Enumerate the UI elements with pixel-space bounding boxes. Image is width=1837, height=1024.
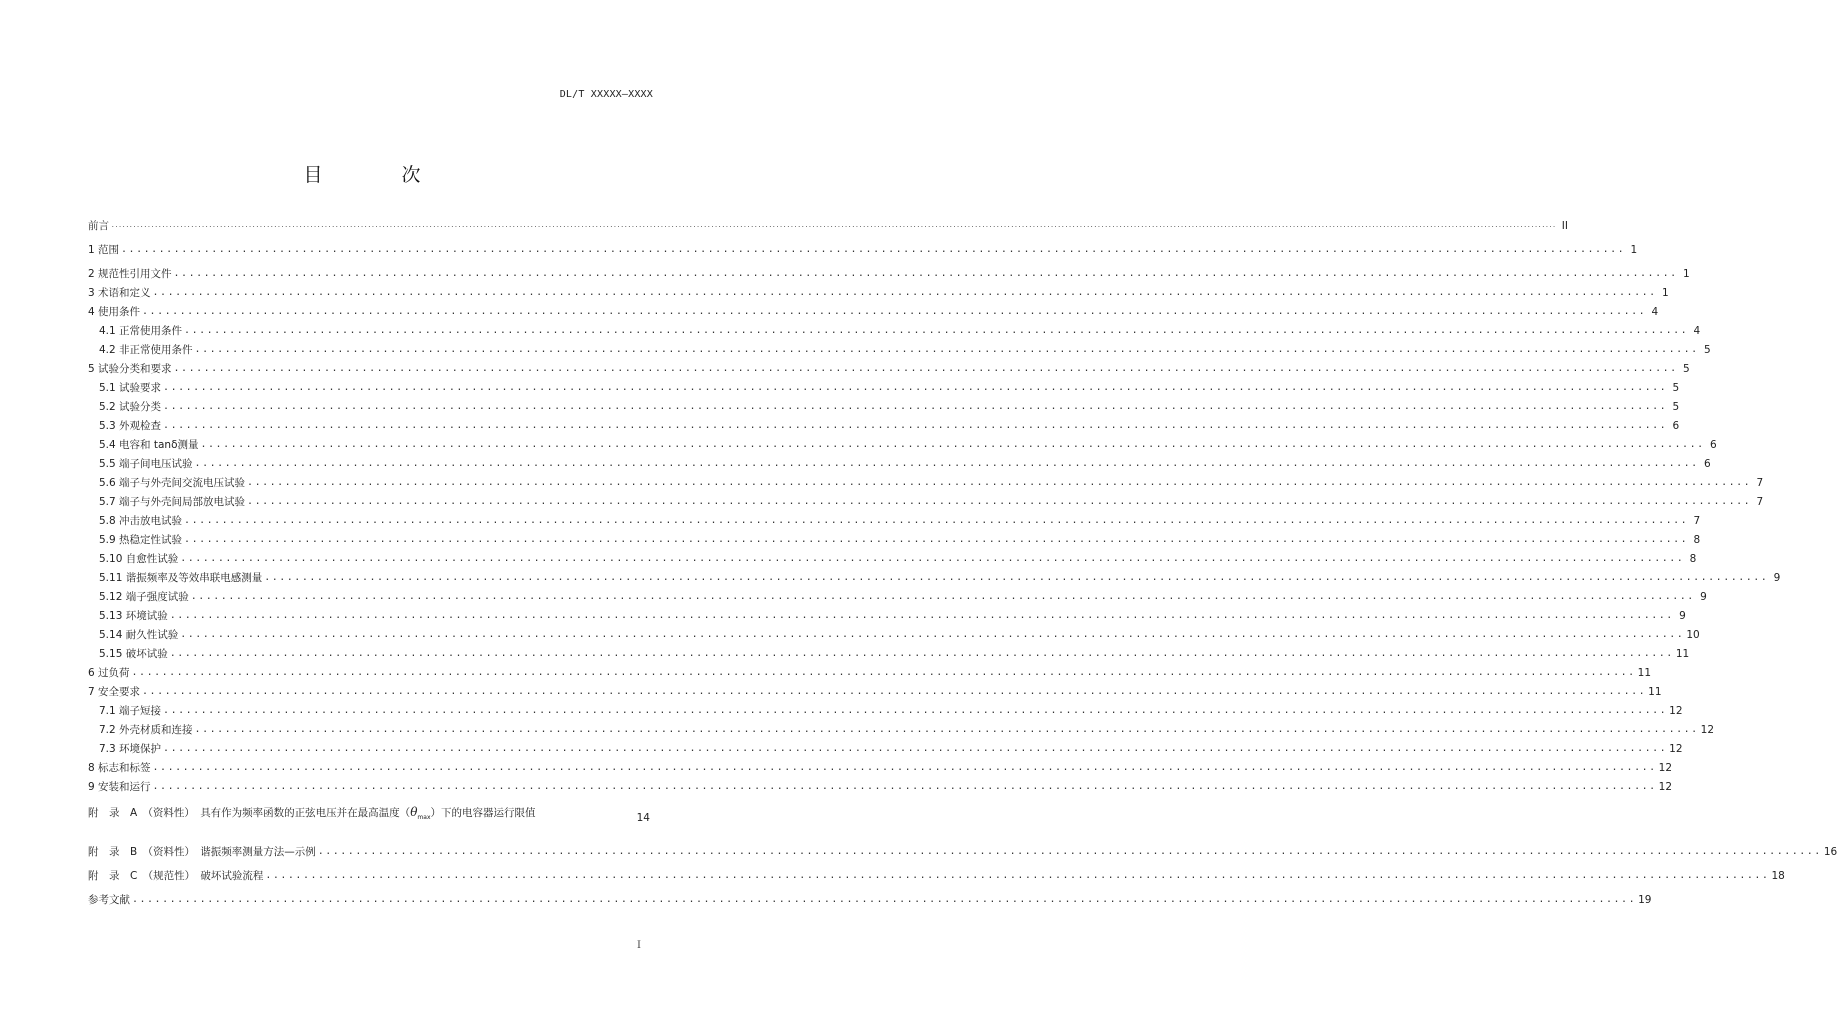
toc-entry-title: 7.2 外壳材质和连接 xyxy=(99,724,193,736)
toc-entry[interactable] xyxy=(88,513,1701,529)
toc-entry-page: 5 xyxy=(1682,363,1690,375)
toc-entry[interactable] xyxy=(88,456,1711,472)
toc-leader: ........................................................................................................................................................................................................ xyxy=(169,648,1674,659)
appendix-title-text: 破坏试验流程 xyxy=(200,870,264,882)
toc-leader: ........................................................................................................................................................................................................ xyxy=(180,629,1685,640)
toc-entry-page: 6 xyxy=(1703,458,1711,470)
appendix-type: （资料性） xyxy=(147,807,190,819)
toc-leader: ........................................................................................................................................................................................................ xyxy=(317,846,1822,857)
references-title: 参考文献 xyxy=(88,894,130,906)
theta-subscript: max xyxy=(417,814,431,821)
toc-entry[interactable] xyxy=(88,342,1711,358)
appendix-page: 14 xyxy=(636,812,650,824)
toc-leader: ........................................................................................................................................................................................................ xyxy=(163,705,1668,716)
toc-leader: ........................................................................................................................................................................................................ xyxy=(142,686,1647,697)
toc-entry[interactable] xyxy=(88,399,1680,415)
toc-leader: ........................................................................................................................................................................................................ xyxy=(152,762,1657,773)
toc-leader: ........................................................................................................................................................................................................ xyxy=(163,743,1668,754)
toc-entry-title: 5.15 破坏试验 xyxy=(99,648,168,660)
toc-entry[interactable] xyxy=(88,285,1669,301)
toc-entry-title: 5.5 端子间电压试验 xyxy=(99,458,193,470)
toc-entry-title: 2 规范性引用文件 xyxy=(88,268,172,280)
toc-entry-title: 5.2 试验分类 xyxy=(99,401,162,413)
appendix-title xyxy=(88,868,263,884)
toc-entry-page: 9 xyxy=(1679,610,1686,622)
theta-symbol: θ xyxy=(410,805,418,819)
toc-leader: ........................................................................................................................................................................................................ xyxy=(121,244,1626,255)
appendix-title xyxy=(88,844,316,860)
appendix-entry[interactable] xyxy=(88,805,650,826)
toc-entry-page: 9 xyxy=(1773,572,1781,584)
references-page: 19 xyxy=(1638,894,1652,906)
toc-entry-title: 4 使用条件 xyxy=(88,306,141,318)
toc-entry[interactable] xyxy=(88,760,1673,776)
toc-entry[interactable] xyxy=(88,475,1764,491)
toc-leader: ........................................................................................................................................................................................................ xyxy=(163,401,1668,412)
toc-entry-page: 7 xyxy=(1693,515,1701,527)
toc-leader: ........................................................................................................................................................................................................ xyxy=(152,287,1657,298)
toc-leader: ........................................................................................................................................................................................................ xyxy=(173,363,1678,374)
toc-entry-page: 11 xyxy=(1648,686,1662,698)
appendix-entry[interactable] xyxy=(88,868,1785,884)
appendix-type: （规范性） xyxy=(147,870,190,882)
toc-entry-title: 5.9 热稳定性试验 xyxy=(99,534,183,546)
toc-entry-page: 4 xyxy=(1693,325,1701,337)
toc-entry-title: 5 试验分类和要求 xyxy=(88,363,172,375)
toc-entry-title: 5.12 端子强度试验 xyxy=(99,591,189,603)
toc-entry-title: 6 过负荷 xyxy=(88,667,130,679)
appendix-prefix: 附 录 B xyxy=(88,846,138,858)
toc-entry[interactable] xyxy=(88,266,1690,282)
toc-entry-title: 5.7 端子与外壳间局部放电试验 xyxy=(99,496,246,508)
toc-entry-title: 5.4 电容和 tanδ测量 xyxy=(99,439,199,451)
toc-entry-title: 1 范围 xyxy=(88,244,120,256)
toc-leader: ........................................................................................................................................................................................................ xyxy=(184,534,1689,545)
toc-entry-page: 11 xyxy=(1637,667,1652,679)
appendix-title-text: 具有作为频率函数的正弦电压并在最高温度（ xyxy=(200,807,411,819)
toc-entry-title: 9 安装和运行 xyxy=(88,781,151,793)
references-entry[interactable] xyxy=(88,892,1652,908)
header-code: DL/T XXXXX—XXXX xyxy=(559,89,653,100)
toc-leader: ........................................................................................................................................................................................................ xyxy=(132,894,1637,905)
appendix-page: 16 xyxy=(1823,846,1837,858)
toc-entry[interactable] xyxy=(88,779,1673,795)
toc-leader: ........................................................................................................................................................................................................ xyxy=(184,325,1689,336)
toc-leader: ........................................................................................................................................................................................................ xyxy=(169,610,1674,621)
toc-entry[interactable] xyxy=(88,532,1701,548)
toc-leader: ........................................................................................................................................................................................................ xyxy=(194,344,1699,355)
toc-entry-page: 8 xyxy=(1693,534,1701,546)
toc-leader: ........................................................................................................................................................................................................ xyxy=(180,553,1685,564)
toc-entry[interactable] xyxy=(88,418,1680,434)
appendix-title xyxy=(88,804,536,826)
toc-entry-title: 5.3 外观检查 xyxy=(99,420,162,432)
toc-entry-page: 12 xyxy=(1658,781,1673,793)
toc-entry-page: 5 xyxy=(1703,344,1711,356)
appendix-prefix: 附 录 C xyxy=(88,870,138,882)
toc-entry-title: 5.13 环境试验 xyxy=(99,610,168,622)
toc-entry-title: 5.1 试验要求 xyxy=(99,382,162,394)
toc-leader: ........................................................................................................................................................................................................ xyxy=(194,724,1699,735)
toc-entry-page: II xyxy=(1561,220,1568,232)
toc-leader: ........................................................................................................................................................................................................ xyxy=(247,477,1752,488)
toc-entry[interactable] xyxy=(88,627,1700,643)
toc-entry-page: 9 xyxy=(1700,591,1707,603)
toc-entry[interactable] xyxy=(88,741,1683,757)
toc-leader: ........................................................................................................................................................................................................ xyxy=(163,382,1668,393)
toc-leader: ........................................................................................................................................................................................................ xyxy=(152,781,1657,792)
toc-leader: ........................................................................................................................................................................................................ xyxy=(142,306,1647,317)
toc-leader: ........................................................................................................................................................................................................ xyxy=(265,870,1770,881)
page-number: I xyxy=(637,940,641,951)
toc-entry-page: 1 xyxy=(1630,244,1638,256)
toc-entry-page: 6 xyxy=(1672,420,1680,432)
toc-entry-page: 7 xyxy=(1756,496,1764,508)
toc-entry-page: 12 xyxy=(1700,724,1715,736)
toc-entry-title: 4.1 正常使用条件 xyxy=(99,325,183,337)
appendix-type: （资料性） xyxy=(147,846,190,858)
toc-leader: ................................................................................................................................................................................................................................................................................................................................................................................................................ xyxy=(111,222,1556,229)
toc-entry-title: 5.8 冲击放电试验 xyxy=(99,515,183,527)
toc-entry-page: 7 xyxy=(1756,477,1764,489)
toc-entry[interactable] xyxy=(88,494,1764,510)
toc-entry-page: 10 xyxy=(1686,629,1700,641)
appendix-title-text: 谐振频率测量方法—示例 xyxy=(200,846,316,858)
toc-entry-title: 4.2 非正常使用条件 xyxy=(99,344,193,356)
toc-entry-title: 7 安全要求 xyxy=(88,686,141,698)
toc-leader: ........................................................................................................................................................................................................ xyxy=(131,667,1636,678)
toc-entry-page: 5 xyxy=(1672,382,1680,394)
appendix-page: 18 xyxy=(1771,870,1785,882)
toc-entry-page: 12 xyxy=(1658,762,1673,774)
toc-entry-page: 1 xyxy=(1682,268,1690,280)
toc-entry-page: 1 xyxy=(1661,287,1669,299)
toc-entry[interactable] xyxy=(88,703,1683,719)
toc-entry[interactable] xyxy=(88,684,1662,700)
toc-leader: ........................................................................................................................................................................................................ xyxy=(173,268,1678,279)
toc-leader: ........................................................................................................................................................................................................ xyxy=(184,515,1689,526)
toc-entry-page: 12 xyxy=(1669,743,1683,755)
toc-entry[interactable] xyxy=(88,218,1568,234)
toc-entry-page: 11 xyxy=(1675,648,1690,660)
toc-entry-title: 5.10 自愈性试验 xyxy=(99,553,179,565)
toc-entry[interactable] xyxy=(88,361,1690,377)
toc-entry-title: 7.3 环境保护 xyxy=(99,743,162,755)
toc-entry-title: 5.14 耐久性试验 xyxy=(99,629,179,641)
toc-entry-title: 3 术语和定义 xyxy=(88,287,151,299)
toc-leader: ........................................................................................................................................................................................................ xyxy=(200,439,1705,450)
toc-entry-title: 8 标志和标签 xyxy=(88,762,151,774)
toc-entry-page: 5 xyxy=(1672,401,1680,413)
toc-leader: ........................................................................................................................................................................................................ xyxy=(190,591,1695,602)
toc-entry-page: 4 xyxy=(1651,306,1659,318)
toc-entry[interactable] xyxy=(88,437,1717,453)
toc-entry-title: 5.11 谐振频率及等效串联电感测量 xyxy=(99,572,263,584)
toc-entry[interactable] xyxy=(88,304,1659,320)
toc-entry[interactable] xyxy=(88,551,1697,567)
toc-entry-title: 7.1 端子短接 xyxy=(99,705,162,717)
toc-entry-title: 5.6 端子与外壳间交流电压试验 xyxy=(99,477,246,489)
toc-leader: ........................................................................................................................................................................................................ xyxy=(194,458,1699,469)
toc-leader: ........................................................................................................................................................................................................ xyxy=(247,496,1752,507)
page-title: 目 次 xyxy=(303,164,451,186)
toc-leader: ........................................................................................................................................................................................................ xyxy=(163,420,1668,431)
toc-entry[interactable] xyxy=(88,570,1781,586)
toc-entry[interactable] xyxy=(88,380,1680,396)
toc-entry-title: 前言 xyxy=(88,220,109,232)
toc-entry[interactable] xyxy=(88,608,1686,624)
toc-entry[interactable] xyxy=(88,722,1715,738)
appendix-title-text-after: ）下的电容器运行限值 xyxy=(430,807,536,819)
toc-entry[interactable] xyxy=(88,589,1707,605)
toc-entry-page: 6 xyxy=(1709,439,1717,451)
appendix-entry[interactable] xyxy=(88,844,1837,860)
toc-entry[interactable] xyxy=(88,242,1638,258)
toc-entry[interactable] xyxy=(88,665,1652,681)
toc-entry[interactable] xyxy=(88,646,1690,662)
toc-entry[interactable] xyxy=(88,323,1701,339)
toc-leader: ........................................................................................................................................................................................................ xyxy=(264,572,1769,583)
toc-entry-page: 8 xyxy=(1689,553,1697,565)
toc-entry-page: 12 xyxy=(1669,705,1683,717)
appendix-prefix: 附 录 A xyxy=(88,807,138,819)
